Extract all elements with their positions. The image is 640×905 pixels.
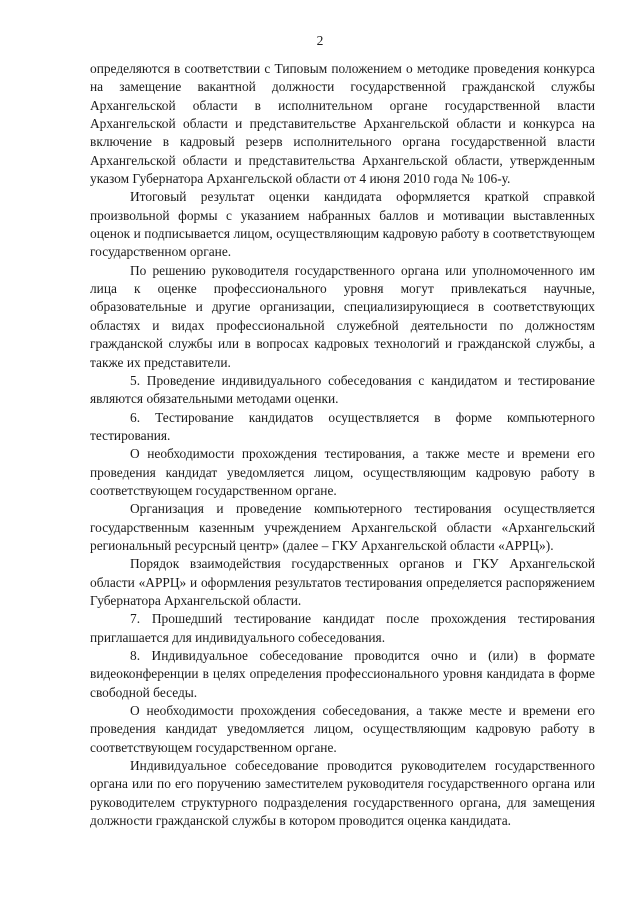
paragraph: Порядок взаимодействия государственных органов и ГКУ Архангельской области «АРРЦ» и оформления результатов тестирования определяется распоряжением Губернатора Архангельской области. [90,556,595,608]
paragraph-item-6: 6. Тестирование кандидатов осуществляется в форме компьютерного тестирования. [90,409,595,443]
document-body [90,60,595,830]
paragraph-continued: определяются в соответствии с Типовым положением о методике проведения конкурса на замещение вакантной должности государственной гражданской службы Архангельской области в исполнительном органе государственной власти Архангельской области и представительстве Архангельской области и конкурса на включение в кадровый резерв исполнительного органа государственной власти Архангельской области и представительства Архангельской области, утвержденным указом Губернатора Архангельской области от 4 июня 2010 года № 106-у. [90,61,595,187]
paragraph-item-8: 8. Индивидуальное собеседование проводится очно и (или) в формате видеоконференции в целях определения профессионального уровня кандидата в форме свободной беседы. [90,648,595,700]
page-number: 2 [316,33,324,48]
paragraph: Организация и проведение компьютерного тестирования осуществляется государственным казенным учреждением Архангельской области «Архангельский региональный ресурсный центр» (далее – ГКУ Архангельской области «АРРЦ»). [90,501,595,553]
paragraph: О необходимости прохождения собеседования, а также месте и времени его проведения кандидат уведомляется лицом, осуществляющим кадровую работу в соответствующем государственном органе. [90,703,595,755]
paragraph-item-5: 5. Проведение индивидуального собеседования с кандидатом и тестирование являются обязательными методами оценки. [90,372,595,407]
paragraph: Итоговый результат оценки кандидата оформляется краткой справкой произвольной формы с указанием набранных баллов и мотивации выставленных оценок и подписывается лицом, осуществляющим кадровую работу в соответствующем государственном органе. [90,189,595,260]
paragraph: По решению руководителя государственного органа или уполномоченного им лица к оценке профессионального уровня могут привлекаться научные, образовательные и другие организации, специализирующиеся в соответствующих областях и видах профессиональной служебной деятельности по должностям гражданской службы или в вопросах кадровых технологий и гражданской службы, а также их представители. [90,262,595,370]
paragraph-item-7: 7. Прошедший тестирование кандидат после прохождения тестирования приглашается для индивидуального собеседования. [90,611,595,645]
paragraph: О необходимости прохождения тестирования, а также месте и времени его проведения кандидат уведомляется лицом, осуществляющим кадровую работу в соответствующем государственном органе. [90,446,595,498]
paragraph: Индивидуальное собеседование проводится руководителем государственного органа или по его поручению заместителем руководителя государственного органа или руководителем структурного подразделения государственного органа, для замещения должности гражданской службы в котором проводится оценка кандидата. [90,758,595,829]
